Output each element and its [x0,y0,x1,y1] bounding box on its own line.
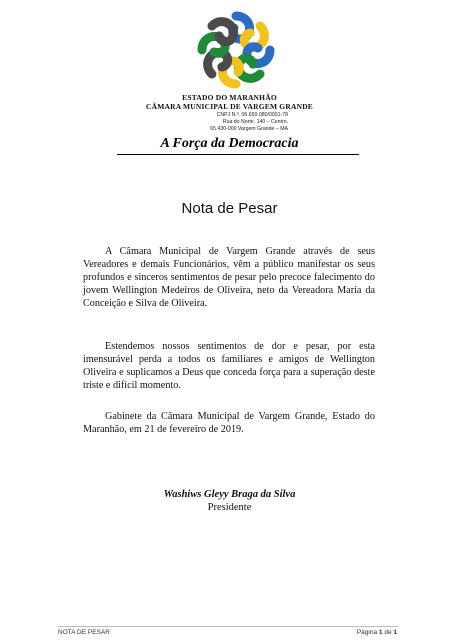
signature-role: Presidente [207,502,252,513]
signature-name: Washiws Gleyy Braga da Silva [163,489,296,500]
cnpj-line: CNPJ N.º. 06.659.080/0001-78 [216,112,288,118]
footer-doc-label: NOTA DE PESAR [58,629,110,636]
motto: A Força da Democracia [160,136,299,151]
body-paragraph-2: Estendemos nossos sentimentos de dor e pesar, por esta imensurável perda a todos os familiares e amigos de Wellington Oliveira e suplicamos a Deus que conceda força para a superação deste triste e difícil momento. [83,341,375,392]
address-line-2: 65.430-000 Vargem Grande – MA [210,126,288,132]
body-paragraph-1: A Câmara Municipal de Vargem Grande através de seus Vereadores e demais Funcionários, vêm a público manifestar os seus profundos e sinceros sentimentos de pesar pelo precoce falecimento do jovem Wellington Medeiros de Oliveira, neto da Vereadora Maria da Conceição e Silva de Oliveira. [83,246,375,310]
document-title: Nota de Pesar [181,200,278,217]
footer-page-number [357,629,397,636]
page-prefix: Página [356,629,378,636]
chamber-name: CÂMARA MUNICIPAL DE VARGEM GRANDE [145,102,314,111]
page-of: de [384,629,392,636]
state-name: ESTADO DO MARANHÃO [182,93,277,102]
body-paragraph-3: Gabinete da Câmara Municipal de Vargem Grande, Estado do Maranhão, em 21 de fevereiro de 2019. [83,411,375,436]
chamber-logo-icon [196,10,276,90]
page-total: 1 [393,629,397,636]
header-divider [117,154,359,155]
page-current: 1 [378,629,383,636]
address-line-1: Rua do Norte, 140 – Centro, [222,119,288,125]
footer-divider [58,626,398,627]
